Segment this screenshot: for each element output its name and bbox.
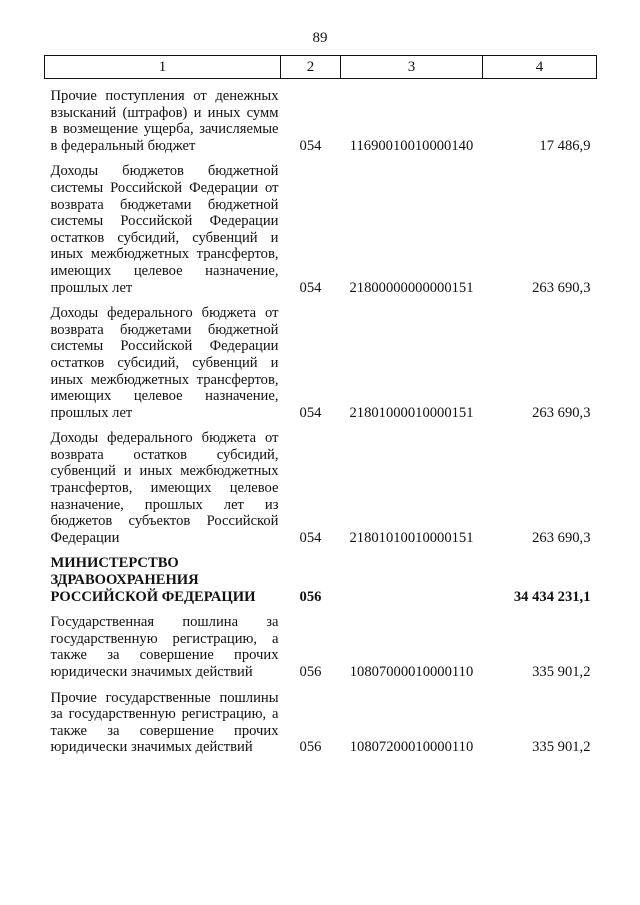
table-row — [45, 430, 597, 546]
row-name: Доходы федерального бюджета от возврата бюджетами бюджетной системы Российской Федерации остатков субсидий, субвенций и иных межбюджетных трансфертов, имеющих целевое назначение, прошлых лет — [50, 305, 279, 421]
table-row — [45, 690, 597, 756]
table-header-row — [45, 56, 597, 79]
table-spacer — [45, 421, 597, 430]
row-amount: 263 690,3 — [532, 279, 591, 296]
table-spacer — [45, 681, 597, 690]
table-row — [45, 88, 597, 154]
row-admin-code: 054 — [299, 529, 322, 546]
row-budget-code: 21800000000000151 — [349, 279, 474, 296]
column-header-4: 4 — [483, 56, 597, 79]
column-header-2: 2 — [281, 56, 341, 79]
row-amount: 34 434 231,1 — [513, 588, 591, 605]
row-admin-code: 056 — [299, 588, 322, 605]
table-row-ministry — [45, 555, 597, 605]
table-row — [45, 163, 597, 296]
row-name: МИНИСТЕРСТВО ЗДРАВООХРАНЕНИЯ РОССИЙСКОЙ ФЕДЕРАЦИИ — [50, 555, 256, 605]
column-header-1: 1 — [45, 56, 281, 79]
row-admin-code: 056 — [299, 739, 322, 756]
table-spacer — [45, 546, 597, 555]
row-name: Доходы бюджетов бюджетной системы Российской Федерации от возврата бюджетами бюджетной системы Российской Федерации остатков субсидий, субвенций и иных межбюджетных трансфертов, имеющих целевое назначение, прошлых лет — [50, 163, 279, 296]
row-budget-code: 21801000010000151 — [349, 404, 474, 421]
row-admin-code: 054 — [299, 137, 322, 154]
row-amount: 263 690,3 — [532, 529, 591, 546]
row-amount: 335 901,2 — [532, 664, 591, 680]
column-header-3: 3 — [341, 56, 483, 79]
row-amount: 263 690,3 — [532, 404, 591, 421]
row-budget-code: 10807200010000110 — [349, 739, 474, 756]
row-admin-code: 054 — [299, 404, 322, 421]
row-budget-code: 11690010010000140 — [349, 137, 474, 154]
row-admin-code: 056 — [299, 664, 322, 680]
table-spacer — [45, 605, 597, 614]
row-admin-code: 054 — [299, 279, 322, 296]
row-name: Государственная пошлина за государственную регистрацию, а также за совершение прочих юридически значимых действий — [50, 614, 279, 680]
table-spacer — [45, 296, 597, 305]
table-row — [45, 614, 597, 680]
table-spacer — [45, 79, 597, 89]
row-budget-code: 10807000010000110 — [349, 664, 474, 680]
row-name: Прочие поступления от денежных взысканий (штрафов) и иных сумм в возмещение ущерба, зачисляемые в федеральный бюджет — [50, 88, 279, 154]
table-row — [45, 305, 597, 421]
row-budget-code — [341, 555, 483, 605]
table-spacer — [45, 154, 597, 163]
budget-table — [44, 55, 597, 756]
row-budget-code: 21801010010000151 — [349, 529, 474, 546]
row-name: Прочие государственные пошлины за государственную регистрацию, а также за совершение прочих юридически значимых действий — [50, 689, 279, 756]
row-name: Доходы федерального бюджета от возврата остатков субсидий, субвенций и иных межбюджетных трансфертов, имеющих целевое назначение, прошлых лет из бюджетов субъектов Российской Федерации — [50, 430, 279, 546]
row-amount: 335 901,2 — [532, 739, 591, 756]
page-number: 89 — [312, 30, 328, 46]
row-amount: 17 486,9 — [539, 137, 591, 154]
